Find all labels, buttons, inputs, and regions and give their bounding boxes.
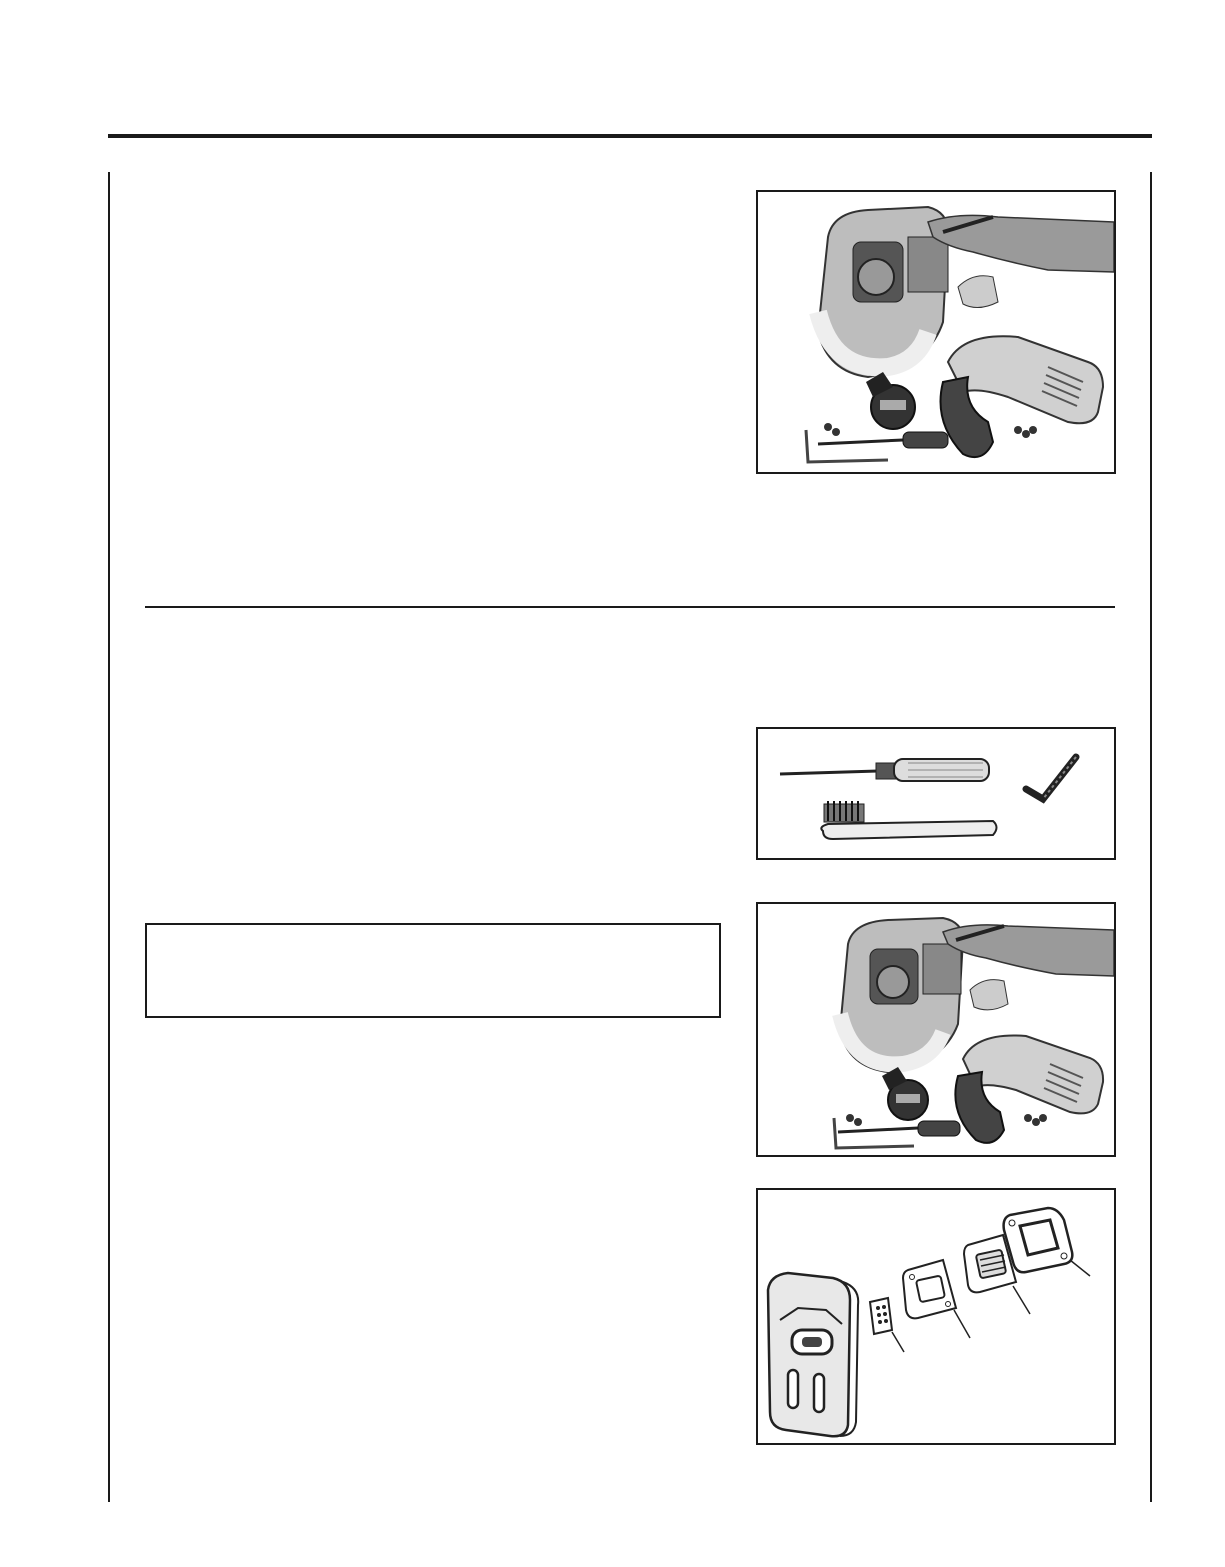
muffler-exploded-figure — [756, 1188, 1116, 1445]
blower-disassembly-icon — [758, 904, 1114, 1155]
right-margin-rule — [1150, 172, 1152, 1502]
muffler-exploded-icon — [758, 1190, 1114, 1443]
blower-disassembly-figure-2 — [756, 902, 1116, 1157]
blower-disassembly-icon — [758, 192, 1114, 472]
tools-figure — [756, 727, 1116, 860]
header-rule — [108, 134, 1152, 138]
left-margin-rule — [108, 172, 110, 1502]
notice-box — [145, 923, 721, 1018]
blower-disassembly-figure — [756, 190, 1116, 474]
tools-icon — [758, 729, 1114, 858]
section-divider — [145, 606, 1115, 608]
